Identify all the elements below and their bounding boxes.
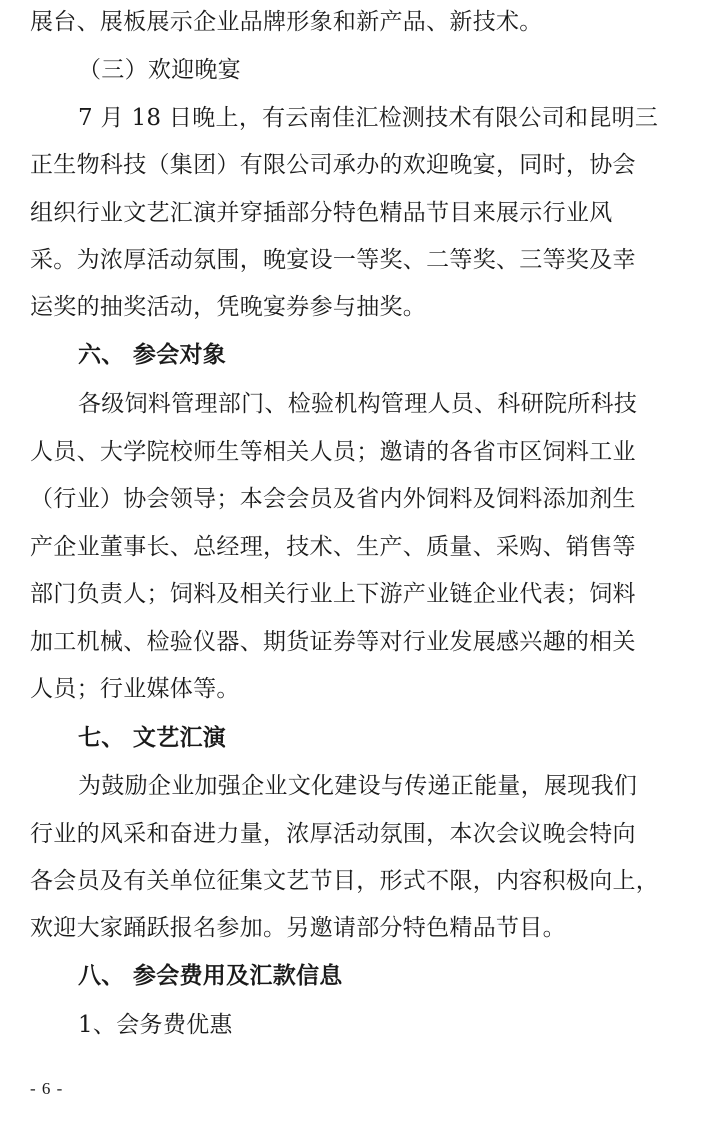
paragraph-line-15: 行业的风采和奋进力量，浓厚活动氛围，本次会议晚会特向 (30, 821, 636, 847)
paragraph-line-13: 人员；行业媒体等。 (30, 676, 240, 702)
section-heading-performance: 七、 文艺汇演 (78, 725, 227, 751)
section-heading-fees: 八、 参会费用及汇款信息 (78, 963, 343, 989)
paragraph-line-5: 采。为浓厚活动氛围，晚宴设一等奖、二等奖、三等奖及幸 (30, 247, 636, 273)
paragraph-line-6: 运奖的抽奖活动，凭晚宴券参与抽奖。 (30, 294, 427, 320)
section-heading-attendees: 六、 参会对象 (78, 342, 227, 368)
paragraph-line-12: 加工机械、检验仪器、期货证券等对行业发展感兴趣的相关 (30, 629, 636, 655)
paragraph-line-2: 7 月 18 日晚上，有云南佳汇检测技术有限公司和昆明三 (78, 105, 659, 131)
paragraph-line-10: 产企业董事长、总经理，技术、生产、质量、采购、销售等 (30, 534, 636, 560)
paragraph-line-16: 各会员及有关单位征集文艺节目，形式不限，内容积极向上， (30, 868, 660, 894)
paragraph-line-17: 欢迎大家踊跃报名参加。另邀请部分特色精品节目。 (30, 915, 566, 941)
paragraph-line-14: 为鼓励企业加强企业文化建设与传递正能量，展现我们 (78, 773, 638, 799)
paragraph-line-11: 部门负责人；饲料及相关行业上下游产业链企业代表；饲料 (30, 581, 636, 607)
paragraph-line-9: （行业）协会领导；本会会员及省内外饲料及饲料添加剂生 (30, 486, 636, 512)
paragraph-line-4: 组织行业文艺汇演并穿插部分特色精品节目来展示行业风 (30, 200, 613, 226)
paragraph-line-8: 人员、大学院校师生等相关人员；邀请的各省市区饲料工业 (30, 439, 636, 465)
paragraph-line-1: 展台、展板展示企业品牌形象和新产品、新技术。 (30, 9, 543, 35)
paragraph-line-7: 各级饲料管理部门、检验机构管理人员、科研院所科技 (78, 391, 638, 417)
paragraph-line-18: 1、会务费优惠 (78, 1012, 233, 1038)
page-number: - 6 - (30, 1079, 64, 1098)
subsection-heading-welcome-banquet: （三）欢迎晚宴 (78, 57, 242, 83)
paragraph-line-3: 正生物科技（集团）有限公司承办的欢迎晚宴，同时，协会 (30, 152, 636, 178)
